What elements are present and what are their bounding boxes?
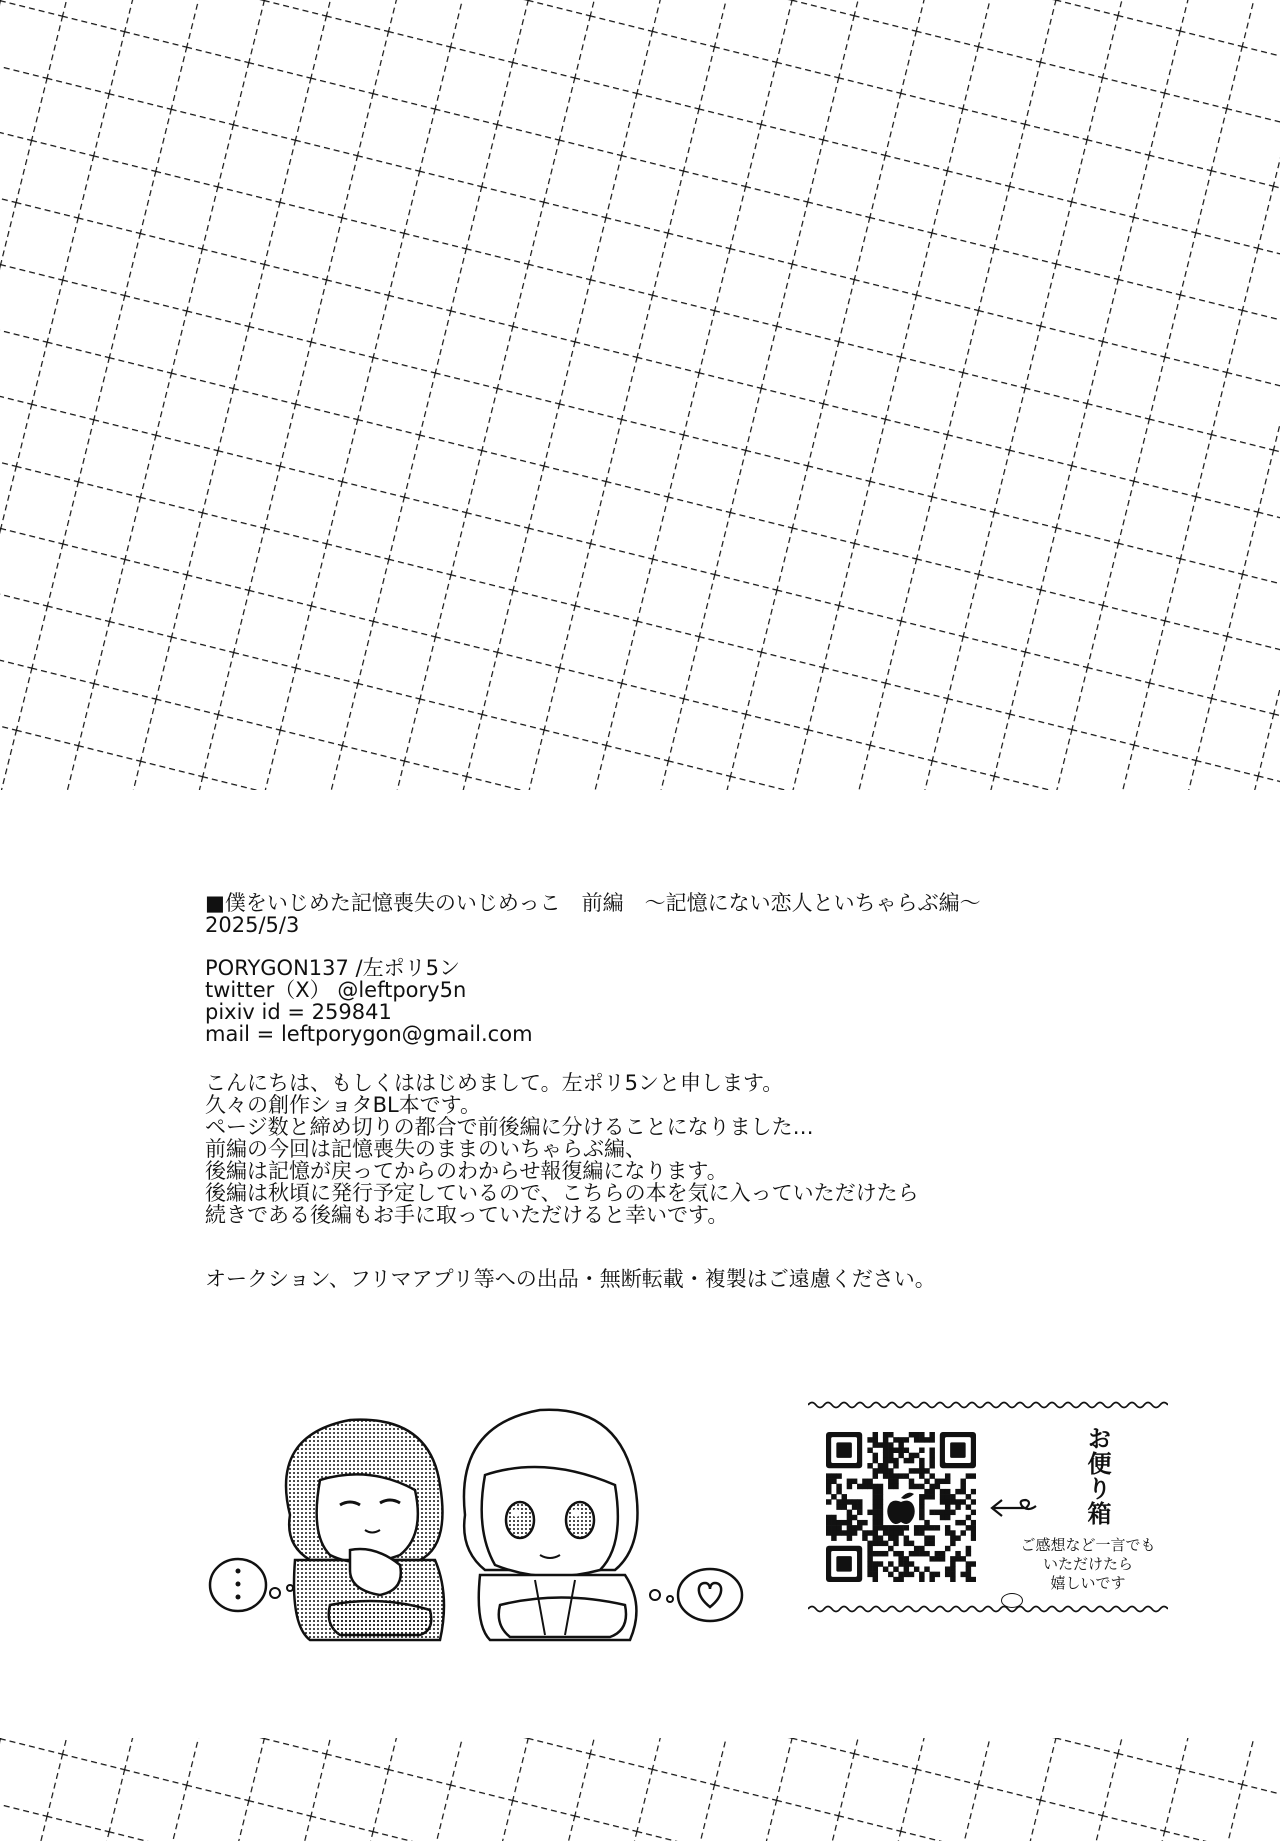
wave-divider-bottom <box>808 1604 1168 1614</box>
message-line: 前編の今回は記憶喪失のままのいちゃらぶ編、 <box>205 1137 646 1161</box>
dashed-grid-background-top <box>0 0 1280 790</box>
pixiv-id: pixiv id = 259841 <box>205 1000 392 1024</box>
twitter-handle: twitter（X） @leftpory5n <box>205 978 467 1002</box>
mail-address: mail = leftporygon@gmail.com <box>205 1022 533 1046</box>
publish-date: 2025/5/3 <box>205 913 300 937</box>
caption-line: ご感想など一言でも <box>1020 1536 1156 1554</box>
circle-name: PORYGON137 /左ポリ5ン <box>205 956 460 980</box>
mailbox-section <box>808 1400 1168 1618</box>
reproduction-notice: オークション、フリマアプリ等への出品・無断転載・複製はご遠慮ください。 <box>205 1267 936 1291</box>
arrow-left-icon <box>988 1490 1038 1520</box>
message-line: ページ数と締め切りの都合で前後編に分けることになりました… <box>205 1115 814 1139</box>
message-line: 後編は記憶が戻ってからのわからせ報復編になります。 <box>205 1159 728 1183</box>
boy-light-hair <box>464 1410 638 1640</box>
mailbox-title: お便り箱 <box>1083 1426 1111 1526</box>
dashed-grid-background-bottom <box>0 1738 1280 1841</box>
message-line: 後編は秋頃に発行予定しているので、こちらの本を気に入っていただけたら <box>205 1181 919 1205</box>
colophon <box>205 892 1125 1290</box>
message-line: 続きである後編もお手に取っていただけると幸いです。 <box>205 1203 729 1227</box>
boy-dark-hair <box>286 1420 444 1640</box>
apple-icon <box>887 1493 914 1524</box>
wave-divider-top <box>808 1400 1168 1410</box>
chibi-illustration <box>200 1395 765 1650</box>
ellipsis-bubble-icon <box>210 1559 293 1611</box>
message-line: こんにちは、もしくははじめまして。左ポリ5ンと申します。 <box>205 1071 784 1095</box>
qr-code[interactable] <box>826 1432 976 1582</box>
heart-bubble-icon <box>650 1569 742 1621</box>
mailbox-caption <box>998 1536 1178 1608</box>
book-title: ■僕をいじめた記憶喪失のいじめっこ 前編 ～記憶にない恋人といちゃらぶ編～ <box>205 891 981 915</box>
caption-line: 嬉しいです <box>1050 1574 1126 1592</box>
message-line: 久々の創作ショタBL本です。 <box>205 1093 482 1117</box>
caption-line: いただけたら <box>1042 1555 1133 1573</box>
